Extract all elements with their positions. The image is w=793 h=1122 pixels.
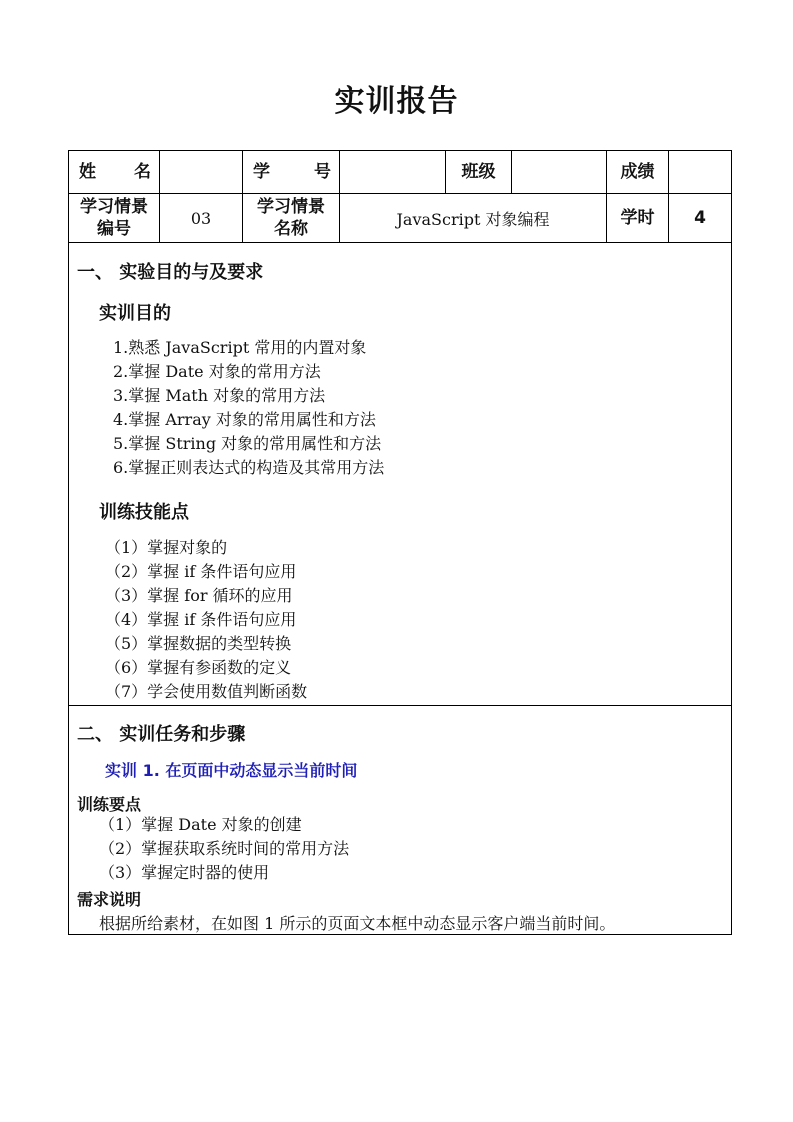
list-item: （4）掌握 if 条件语句应用 bbox=[105, 610, 297, 629]
label-line: 学习情景 bbox=[257, 197, 325, 217]
list-item: 2.掌握 Date 对象的常用方法 bbox=[113, 362, 321, 381]
goals-heading: 实训目的 bbox=[99, 303, 171, 324]
situation-no-value: 03 bbox=[190, 208, 212, 228]
label-line: 学习情景 bbox=[80, 197, 148, 217]
hours-value: 4 bbox=[694, 208, 706, 228]
situation-no-label bbox=[69, 194, 159, 242]
section-divider bbox=[69, 705, 731, 706]
list-item: （3）掌握 for 循环的应用 bbox=[105, 586, 293, 605]
section1-heading: 一、 实验目的与及要求 bbox=[77, 262, 264, 283]
list-item: （5）掌握数据的类型转换 bbox=[105, 634, 292, 653]
skills-list bbox=[105, 536, 307, 704]
list-item: （2）掌握获取系统时间的常用方法 bbox=[99, 839, 350, 858]
label-line: 名称 bbox=[274, 219, 308, 239]
grade-label: 成绩 bbox=[620, 162, 655, 182]
list-item: （1）掌握对象的 bbox=[105, 538, 228, 557]
section2-heading: 二、 实训任务和步骤 bbox=[77, 724, 246, 745]
name-label-char: 名 bbox=[134, 162, 151, 182]
name-field[interactable] bbox=[160, 151, 242, 193]
situation-name-value: JavaScript 对象编程 bbox=[396, 209, 550, 229]
list-item: 3.掌握 Math 对象的常用方法 bbox=[113, 386, 326, 405]
id-label-char: 学 bbox=[253, 162, 270, 182]
class-label: 班级 bbox=[461, 162, 496, 182]
hours-label: 学时 bbox=[620, 208, 655, 228]
requirement-heading: 需求说明 bbox=[77, 890, 142, 909]
id-label-char: 号 bbox=[314, 162, 331, 182]
name-label bbox=[69, 151, 159, 193]
list-item: （6）掌握有参函数的定义 bbox=[105, 658, 292, 677]
student-id-label bbox=[243, 151, 339, 193]
student-id-field[interactable] bbox=[340, 151, 445, 193]
class-field[interactable] bbox=[512, 151, 606, 193]
requirement-text: 根据所给素材，在如图 1 所示的页面文本框中动态显示客户端当前时间。 bbox=[99, 914, 616, 933]
label-line: 编号 bbox=[97, 219, 131, 239]
list-item: 1.熟悉 JavaScript 常用的内置对象 bbox=[113, 338, 367, 357]
list-item: （2）掌握 if 条件语句应用 bbox=[105, 562, 297, 581]
report-title: 实训报告 bbox=[334, 84, 459, 119]
list-item: （1）掌握 Date 对象的创建 bbox=[99, 815, 302, 834]
list-item: 6.掌握正则表达式的构造及其常用方法 bbox=[113, 458, 385, 477]
report-table bbox=[68, 150, 732, 935]
goals-list bbox=[113, 336, 384, 480]
list-item: 5.掌握 String 对象的常用属性和方法 bbox=[113, 434, 382, 453]
points-list bbox=[99, 813, 349, 885]
points-heading: 训练要点 bbox=[77, 795, 142, 814]
skills-heading: 训练技能点 bbox=[99, 502, 189, 523]
task-title: 实训 1. 在页面中动态显示当前时间 bbox=[105, 761, 358, 780]
grade-field[interactable] bbox=[669, 151, 731, 193]
list-item: （3）掌握定时器的使用 bbox=[99, 863, 270, 882]
situation-name-label bbox=[243, 194, 339, 242]
row-divider bbox=[69, 242, 731, 243]
list-item: （7）学会使用数值判断函数 bbox=[105, 682, 308, 701]
list-item: 4.掌握 Array 对象的常用属性和方法 bbox=[113, 410, 376, 429]
name-label-char: 姓 bbox=[79, 162, 96, 182]
